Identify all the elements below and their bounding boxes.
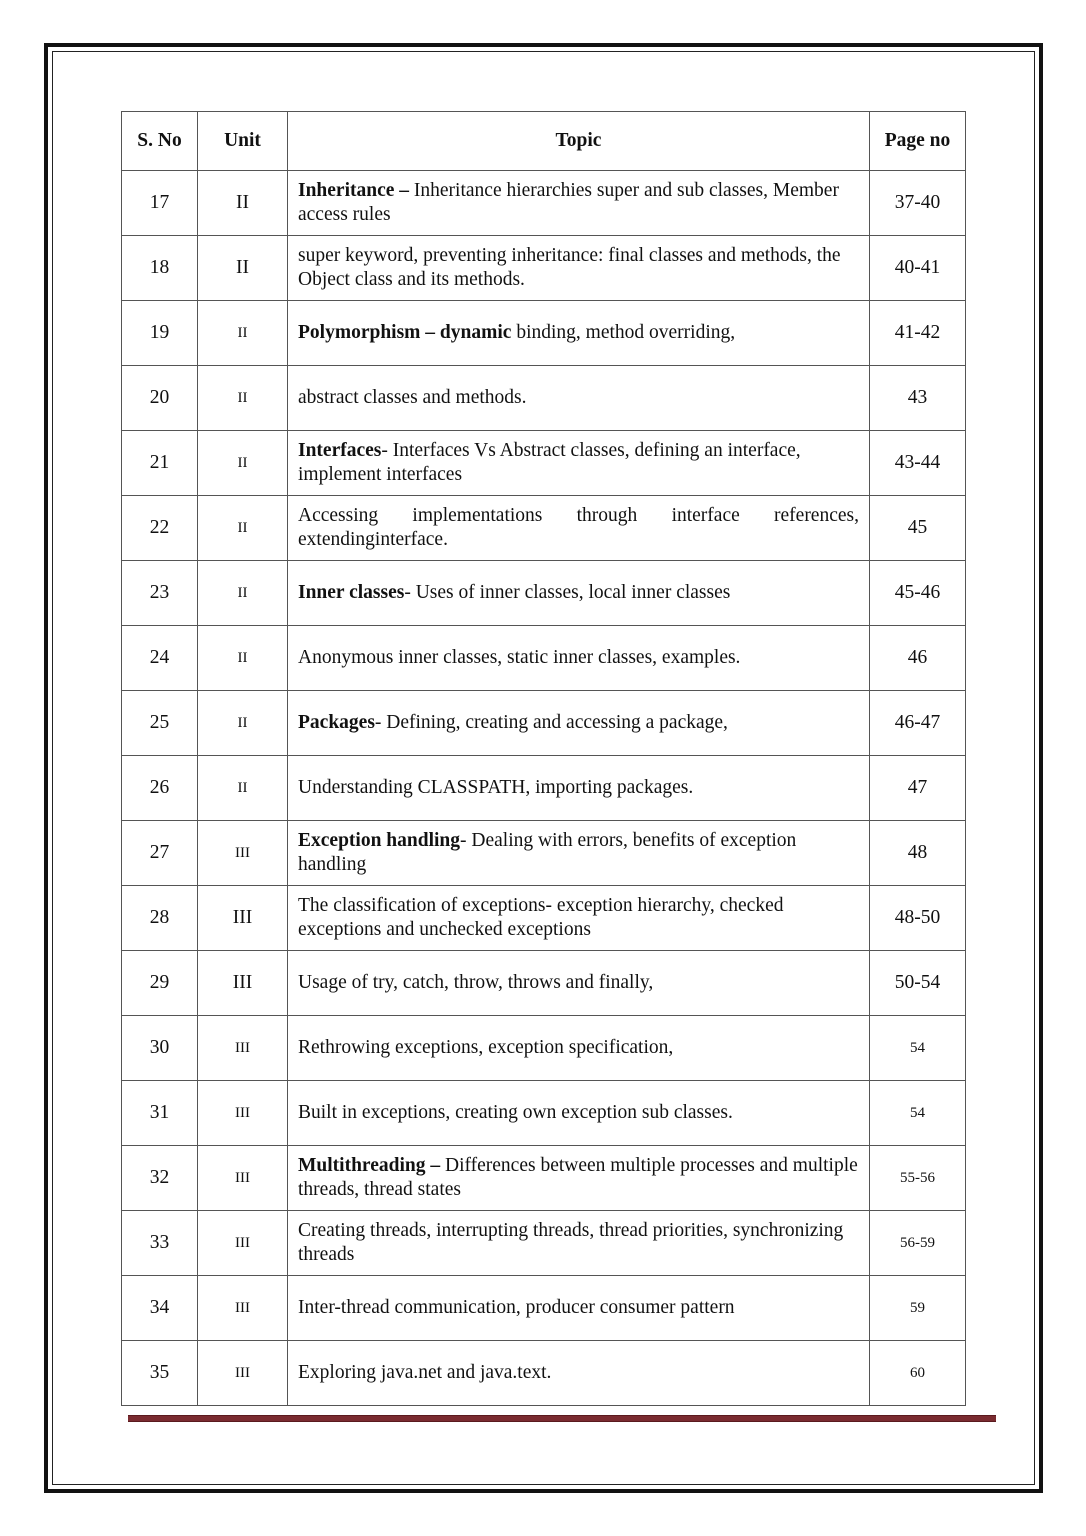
cell-sno: 18 (122, 236, 198, 301)
cell-sno: 17 (122, 171, 198, 236)
cell-sno: 34 (122, 1276, 198, 1341)
contents-table (121, 111, 966, 1406)
cell-sno: 25 (122, 691, 198, 756)
cell-topic (288, 1211, 870, 1276)
table-row (122, 691, 966, 756)
cell-sno: 32 (122, 1146, 198, 1211)
topic-text: Inheritance hierarchies super and sub classes, Member access rules (298, 180, 839, 225)
cell-page: 46-47 (870, 691, 966, 756)
cell-topic (288, 496, 870, 561)
cell-unit: III (198, 1211, 288, 1276)
table-row (122, 431, 966, 496)
cell-unit: III (198, 1081, 288, 1146)
topic-text: - Dealing with errors, benefits of exception handling (298, 830, 797, 875)
cell-sno: 28 (122, 886, 198, 951)
header-sno: S. No (122, 112, 198, 171)
cell-sno: 35 (122, 1341, 198, 1406)
footer-divider (128, 1415, 996, 1422)
header-page: Page no (870, 112, 966, 171)
cell-topic (288, 1016, 870, 1081)
topic-text: The classification of exceptions- exception hierarchy, checked exceptions and unchecked exceptions (298, 895, 784, 940)
topic-heading: Inheritance – (298, 180, 410, 201)
topic-heading: Interfaces (298, 440, 382, 461)
cell-page: 55-56 (870, 1146, 966, 1211)
cell-topic (288, 1341, 870, 1406)
cell-unit: II (198, 496, 288, 561)
topic-text: Differences between multiple processes and multiple threads, thread states (298, 1155, 858, 1200)
cell-sno: 29 (122, 951, 198, 1016)
cell-unit: II (198, 301, 288, 366)
cell-unit: II (198, 236, 288, 301)
cell-page: 46 (870, 626, 966, 691)
table-row (122, 171, 966, 236)
cell-topic (288, 1081, 870, 1146)
table-row (122, 1146, 966, 1211)
cell-topic (288, 366, 870, 431)
cell-page: 43 (870, 366, 966, 431)
topic-text: abstract classes and methods. (298, 387, 527, 408)
table-row (122, 821, 966, 886)
topic-text: Creating threads, interrupting threads, thread priorities, synchronizing threads (298, 1220, 844, 1265)
table-row (122, 366, 966, 431)
topic-text: Inter-thread communication, producer consumer pattern (298, 1297, 735, 1318)
cell-sno: 26 (122, 756, 198, 821)
topic-text: Anonymous inner classes, static inner classes, examples. (298, 647, 741, 668)
cell-topic (288, 431, 870, 496)
topic-heading: Packages (298, 712, 375, 733)
table-row (122, 301, 966, 366)
cell-page: 48 (870, 821, 966, 886)
cell-topic (288, 171, 870, 236)
topic-text: Understanding CLASSPATH, importing packages. (298, 777, 694, 798)
topic-text: binding, method overriding, (511, 322, 736, 343)
cell-page: 54 (870, 1016, 966, 1081)
cell-page: 41-42 (870, 301, 966, 366)
cell-page: 56-59 (870, 1211, 966, 1276)
cell-topic (288, 301, 870, 366)
table-row (122, 626, 966, 691)
cell-topic (288, 756, 870, 821)
table-row (122, 1211, 966, 1276)
cell-sno: 24 (122, 626, 198, 691)
cell-topic (288, 626, 870, 691)
header-topic: Topic (288, 112, 870, 171)
topic-text: Accessing implementations through interface references, extendinginterface. (298, 505, 859, 550)
cell-sno: 19 (122, 301, 198, 366)
cell-page: 40-41 (870, 236, 966, 301)
table-header-row (122, 112, 966, 171)
cell-unit: II (198, 756, 288, 821)
cell-unit: II (198, 431, 288, 496)
cell-page: 47 (870, 756, 966, 821)
cell-unit: III (198, 886, 288, 951)
cell-unit: III (198, 1146, 288, 1211)
cell-sno: 20 (122, 366, 198, 431)
table-row (122, 756, 966, 821)
cell-page: 54 (870, 1081, 966, 1146)
cell-sno: 33 (122, 1211, 198, 1276)
cell-unit: II (198, 366, 288, 431)
cell-unit: III (198, 1276, 288, 1341)
cell-topic (288, 886, 870, 951)
cell-sno: 23 (122, 561, 198, 626)
cell-unit: II (198, 691, 288, 756)
cell-sno: 30 (122, 1016, 198, 1081)
topic-text: - Uses of inner classes, local inner classes (404, 582, 731, 603)
topic-text: - Interfaces Vs Abstract classes, defining an interface, implement interfaces (298, 440, 801, 485)
cell-topic (288, 1146, 870, 1211)
table-row (122, 886, 966, 951)
topic-text: Built in exceptions, creating own exception sub classes. (298, 1102, 733, 1123)
cell-unit: III (198, 1341, 288, 1406)
cell-unit: II (198, 626, 288, 691)
cell-page: 59 (870, 1276, 966, 1341)
cell-topic (288, 561, 870, 626)
cell-unit: III (198, 1016, 288, 1081)
cell-sno: 21 (122, 431, 198, 496)
cell-unit: II (198, 561, 288, 626)
cell-topic (288, 1276, 870, 1341)
table-row (122, 496, 966, 561)
table-row (122, 1341, 966, 1406)
cell-unit: III (198, 821, 288, 886)
table-row (122, 1016, 966, 1081)
topic-heading: Inner classes (298, 582, 405, 603)
table-row (122, 1081, 966, 1146)
cell-page: 43-44 (870, 431, 966, 496)
topic-text: Exploring java.net and java.text. (298, 1362, 552, 1383)
cell-page: 37-40 (870, 171, 966, 236)
table-row (122, 236, 966, 301)
cell-page: 48-50 (870, 886, 966, 951)
header-unit: Unit (198, 112, 288, 171)
cell-sno: 31 (122, 1081, 198, 1146)
cell-page: 60 (870, 1341, 966, 1406)
topic-text: Rethrowing exceptions, exception specification, (298, 1037, 674, 1058)
cell-topic (288, 821, 870, 886)
topic-text: - Defining, creating and accessing a package, (374, 712, 728, 733)
cell-page: 45 (870, 496, 966, 561)
cell-topic (288, 691, 870, 756)
cell-sno: 22 (122, 496, 198, 561)
topic-text: super keyword, preventing inheritance: final classes and methods, the Object class and its methods. (298, 245, 841, 290)
cell-unit: III (198, 951, 288, 1016)
cell-topic (288, 236, 870, 301)
table-row (122, 951, 966, 1016)
cell-topic (288, 951, 870, 1016)
cell-page: 50-54 (870, 951, 966, 1016)
topic-heading: Polymorphism – dynamic (298, 322, 512, 343)
cell-unit: II (198, 171, 288, 236)
table-row (122, 1276, 966, 1341)
topic-text: Usage of try, catch, throw, throws and finally, (298, 972, 654, 993)
table-row (122, 561, 966, 626)
cell-sno: 27 (122, 821, 198, 886)
cell-page: 45-46 (870, 561, 966, 626)
topic-heading: Exception handling (298, 830, 461, 851)
topic-heading: Multithreading – (298, 1155, 441, 1176)
